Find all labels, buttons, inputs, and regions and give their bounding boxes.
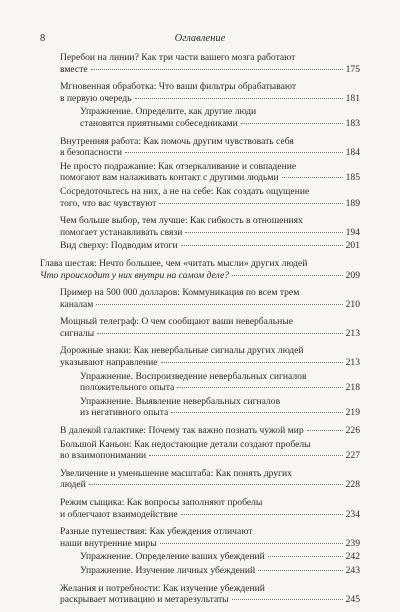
toc-entry-text: Чем больше выбор, тем лучше: Как гибкость в отношениях	[60, 215, 303, 227]
toc-page-number: 234	[345, 508, 360, 520]
dot-leader	[185, 232, 342, 233]
toc-entry	[40, 468, 360, 491]
toc-entry-text: в безопасности	[60, 147, 122, 159]
toc-entry-text: сигналы	[60, 327, 95, 339]
toc-entry-last-line	[60, 198, 360, 210]
toc-entry-text: и облегчают взаимодействие	[60, 508, 178, 520]
toc-entry-text: Внутренняя работа: Как помочь другим чувствовать себя	[60, 135, 294, 147]
toc-page-number: 243	[345, 564, 360, 576]
toc-entry-text: Вид сверху: Подводим итоги	[60, 240, 178, 252]
toc-entry-text: Упражнение. Воспроизведение невербальных сигналов	[80, 370, 307, 382]
toc-entry-text: людей	[60, 479, 86, 491]
toc-entry-text: помогает устанавливать связи	[60, 226, 183, 238]
toc-page-number: 242	[345, 551, 360, 563]
toc-entry-text: того, что вас чувствуют	[60, 197, 157, 209]
toc-entry-text: во взаимопонимании	[60, 450, 147, 462]
toc-entry	[40, 396, 360, 419]
toc-page-number: 189	[345, 197, 360, 209]
toc-entry-last-line	[80, 407, 360, 419]
dot-leader	[268, 556, 343, 557]
toc-page-number: 181	[345, 92, 360, 104]
dot-leader	[160, 543, 343, 544]
toc-page-number: 239	[345, 537, 360, 549]
toc-entry	[40, 161, 360, 184]
toc-entry-last-line	[60, 93, 360, 105]
toc-page-number: 226	[345, 425, 360, 437]
toc-entry-text: Не просто подражание: Как отзеркаливание и совпадение	[60, 160, 297, 172]
toc-entry	[40, 583, 360, 606]
toc-entry-text: помогают вам налаживать контакт с другими людьми	[60, 172, 279, 184]
toc-page-number: 175	[345, 63, 360, 75]
dot-leader	[91, 69, 343, 70]
dot-leader	[159, 203, 342, 204]
toc-entry	[40, 186, 360, 209]
toc-entry-text: Упражнение. Выявление невербальных сигналов	[80, 395, 281, 407]
toc-entry-text: Упражнение. Определите, как другие люди	[80, 106, 257, 118]
toc-entry-text: вместе	[60, 63, 88, 75]
toc-entry-text: становятся приятными собеседниками	[80, 117, 238, 129]
toc-entry	[40, 497, 360, 520]
toc-entry-last-line	[60, 227, 360, 239]
toc-entry	[40, 136, 360, 159]
toc-entry-text: Пример на 500 000 долларов: Коммуникация по всем трем	[60, 287, 300, 299]
toc-entry-text: Сосредоточьтесь на них, а не на себе: Как создать ощущение	[60, 185, 310, 197]
toc-page-number: 185	[345, 172, 360, 184]
toc-entry-text: Перебои на линии? Как три части вашего мозга работают	[60, 52, 296, 63]
toc-entry	[40, 439, 360, 462]
toc-page-number: 194	[345, 226, 360, 238]
toc-entry-text: Мгновенная обработка: Что ваши фильтры обрабатывают	[60, 81, 297, 93]
dot-leader	[258, 570, 342, 571]
toc-entry-last-line	[60, 509, 360, 521]
dot-leader	[232, 275, 343, 276]
toc-entry-text: Глава шестая: Нечто большее, чем «читать мысли» других людей	[40, 257, 308, 269]
toc-page-number: 219	[345, 407, 360, 419]
dot-leader	[135, 98, 343, 99]
toc-entry-last-line	[60, 328, 360, 340]
dot-leader	[181, 245, 343, 246]
toc-entry	[40, 287, 360, 310]
dot-leader	[97, 333, 343, 334]
toc-entry	[40, 240, 360, 252]
toc-entry	[40, 345, 360, 368]
dot-leader	[241, 123, 343, 124]
toc-entry-last-line	[80, 565, 360, 577]
toc-entry-last-line	[80, 382, 360, 394]
toc-entry-last-line	[60, 147, 360, 159]
toc-entry-text: Увеличение и уменьшение масштаба: Как понять других	[60, 467, 292, 479]
toc-page-number: 209	[345, 269, 360, 281]
toc-page-number: 228	[345, 479, 360, 491]
toc-entry-text: наши внутренние миры	[60, 537, 157, 549]
toc-page-number: 213	[345, 357, 360, 369]
toc-entry-last-line	[80, 551, 360, 563]
toc-entry-last-line	[60, 240, 360, 252]
toc-entry	[40, 106, 360, 129]
dot-leader	[89, 484, 343, 485]
dot-leader	[181, 514, 343, 515]
dot-leader	[282, 177, 343, 178]
dot-leader	[96, 304, 342, 305]
dot-leader	[307, 430, 343, 431]
toc-entry	[40, 215, 360, 238]
toc-entry-text: Что происходит у них внутри на самом деле?	[40, 269, 229, 281]
toc-entry	[40, 425, 360, 437]
toc-entry	[40, 52, 360, 75]
toc-entry-text: в первую очередь	[60, 92, 132, 104]
toc-chapter-heading	[40, 258, 360, 281]
toc-entry-last-line	[60, 64, 360, 76]
toc-entry-text: Упражнение. Определение ваших убеждений	[80, 551, 265, 563]
toc-entry-last-line	[60, 357, 360, 369]
toc-page-number: 218	[345, 382, 360, 394]
toc-entry-last-line	[60, 425, 360, 437]
toc-entry	[40, 371, 360, 394]
page-number: 8	[40, 33, 46, 44]
running-title: Оглавление	[174, 33, 226, 44]
toc-entry	[40, 551, 360, 563]
page-header	[40, 33, 360, 47]
toc-entry-last-line	[60, 450, 360, 462]
toc-entry	[40, 526, 360, 549]
toc-entry-text: Мощный телеграф: О чем сообщают ваши невербальные	[60, 316, 293, 328]
toc-page-number: 227	[345, 450, 360, 462]
toc-entry-last-line	[80, 118, 360, 130]
toc-entry-last-line	[60, 538, 360, 550]
toc-page-number: 210	[345, 298, 360, 310]
table-of-contents	[40, 52, 360, 612]
dot-leader	[171, 412, 342, 413]
dot-leader	[161, 362, 343, 363]
toc-entry-text: Желания и потребности: Как изучение убеждений	[60, 582, 265, 594]
toc-entry-last-line	[60, 479, 360, 491]
dot-leader	[177, 387, 342, 388]
toc-page-number: 183	[345, 117, 360, 129]
toc-entry	[40, 81, 360, 104]
toc-entry-text: положительного опыта	[80, 382, 175, 394]
toc-entry	[40, 316, 360, 339]
toc-entry-text: Дорожные знаки: Как невербальные сигналы других людей	[60, 345, 304, 357]
toc-entry-last-line	[40, 270, 360, 282]
toc-entry-last-line	[60, 172, 360, 184]
toc-entry-last-line	[60, 299, 360, 311]
toc-entry-text: раскрывает мотивацию и метарезультаты	[60, 594, 229, 606]
toc-entry-text: из негативного опыта	[80, 407, 169, 419]
toc-entry	[40, 565, 360, 577]
toc-page-number: 201	[345, 240, 360, 252]
toc-entry-text: Разные путешествия: Как убеждения отличают	[60, 526, 253, 538]
toc-page-number: 245	[345, 594, 360, 606]
toc-page-number: 184	[345, 147, 360, 159]
dot-leader	[125, 152, 343, 153]
dot-leader	[149, 455, 343, 456]
toc-entry-text: каналам	[60, 298, 94, 310]
toc-entry-text: В далекой галактике: Почему так важно познать чужой мир	[60, 425, 304, 437]
toc-entry-text: Упражнение. Изучение личных убеждений	[80, 564, 256, 576]
toc-entry-text: указывают направление	[60, 357, 158, 369]
toc-entry-text: Большой Каньон: Как недостающие детали создают пробелы	[60, 438, 311, 450]
toc-page-number: 213	[345, 327, 360, 339]
toc-entry-text: Режим сыщика: Как вопросы заполняют пробелы	[60, 497, 263, 508]
